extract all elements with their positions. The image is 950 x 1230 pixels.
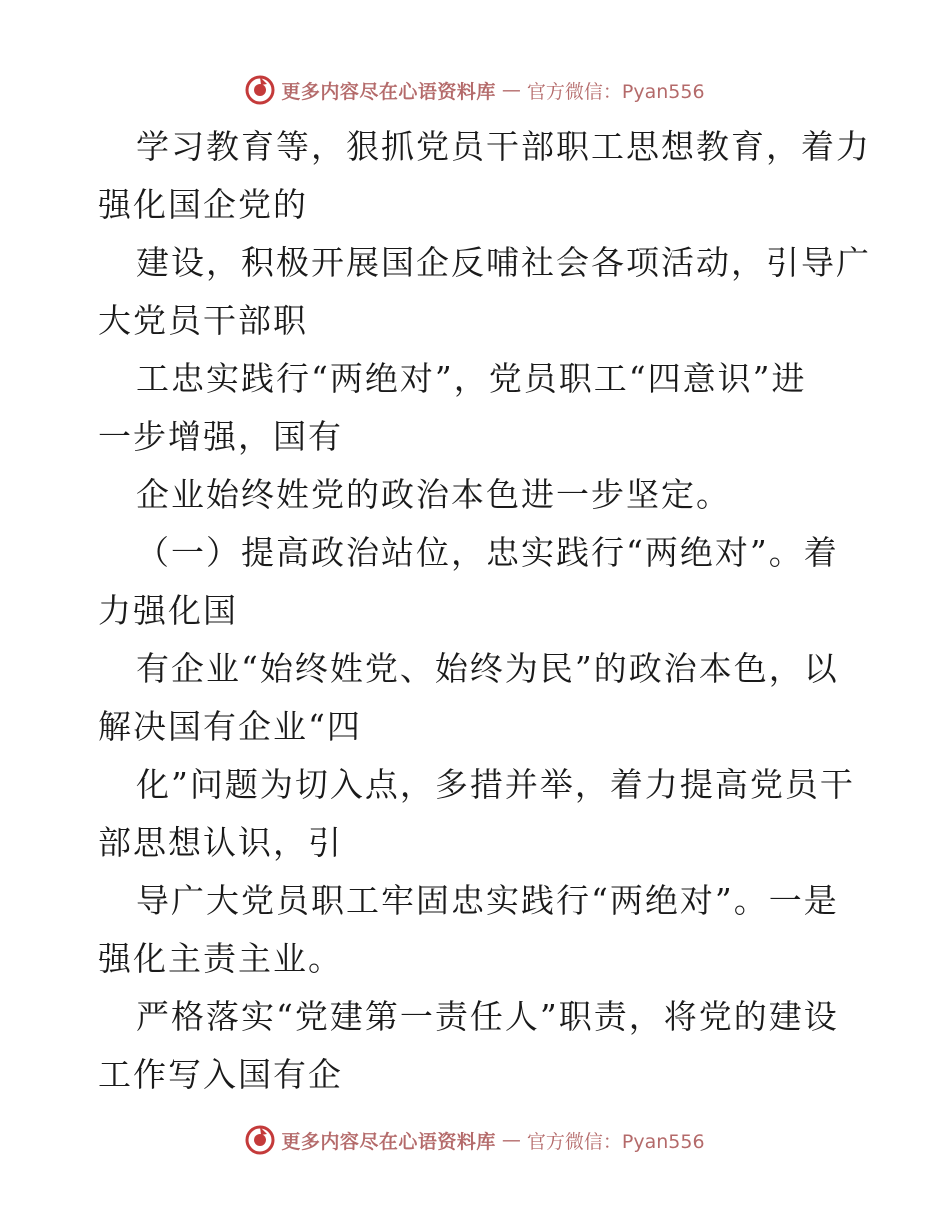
body-line: （一）提高政治站位，忠实践行“两绝对”。着 [136, 533, 839, 572]
body-line: 化”问题为切入点，多措并举，着力提高党员干 [136, 765, 855, 804]
footer-watermark-title: 更多内容尽在心语资料库 [281, 1130, 496, 1153]
body-line: 有企业“始终姓党、始终为民”的政治本色，以 [136, 649, 839, 688]
body-line: 大党员干部职 [98, 301, 308, 340]
document-body [98, 118, 871, 1104]
footer-watermark-wechat: 官方微信：Pyan556 [526, 1130, 705, 1153]
body-line: 一步增强，国有 [98, 417, 343, 456]
header-watermark-dash: — [501, 79, 521, 101]
brand-logo-icon [245, 1125, 275, 1155]
body-line: 企业始终姓党的政治本色进一步坚定。 [136, 475, 731, 514]
body-line: 强化国企党的 [98, 185, 308, 224]
body-line: 解决国有企业“四 [98, 707, 362, 746]
body-line: 力强化国 [98, 591, 238, 630]
header-watermark-title: 更多内容尽在心语资料库 [281, 80, 496, 103]
body-line: 学习教育等，狠抓党员干部职工思想教育，着力 [136, 127, 871, 166]
footer-watermark-dash: — [501, 1129, 521, 1151]
body-line: 工忠实践行“两绝对”，党员职工“四意识”进 [136, 359, 807, 398]
body-line: 导广大党员职工牢固忠实践行“两绝对”。一是 [136, 881, 839, 920]
body-line: 部思想认识，引 [98, 823, 343, 862]
body-line: 强化主责主业。 [98, 939, 343, 978]
body-line: 工作写入国有企 [98, 1055, 343, 1094]
body-line: 建设，积极开展国企反哺社会各项活动，引导广 [136, 243, 871, 282]
body-line: 严格落实“党建第一责任人”职责，将党的建设 [136, 997, 839, 1036]
brand-logo-icon [245, 75, 275, 105]
header-watermark [0, 70, 950, 110]
footer-watermark [0, 1120, 950, 1160]
header-watermark-wechat: 官方微信：Pyan556 [526, 80, 705, 103]
